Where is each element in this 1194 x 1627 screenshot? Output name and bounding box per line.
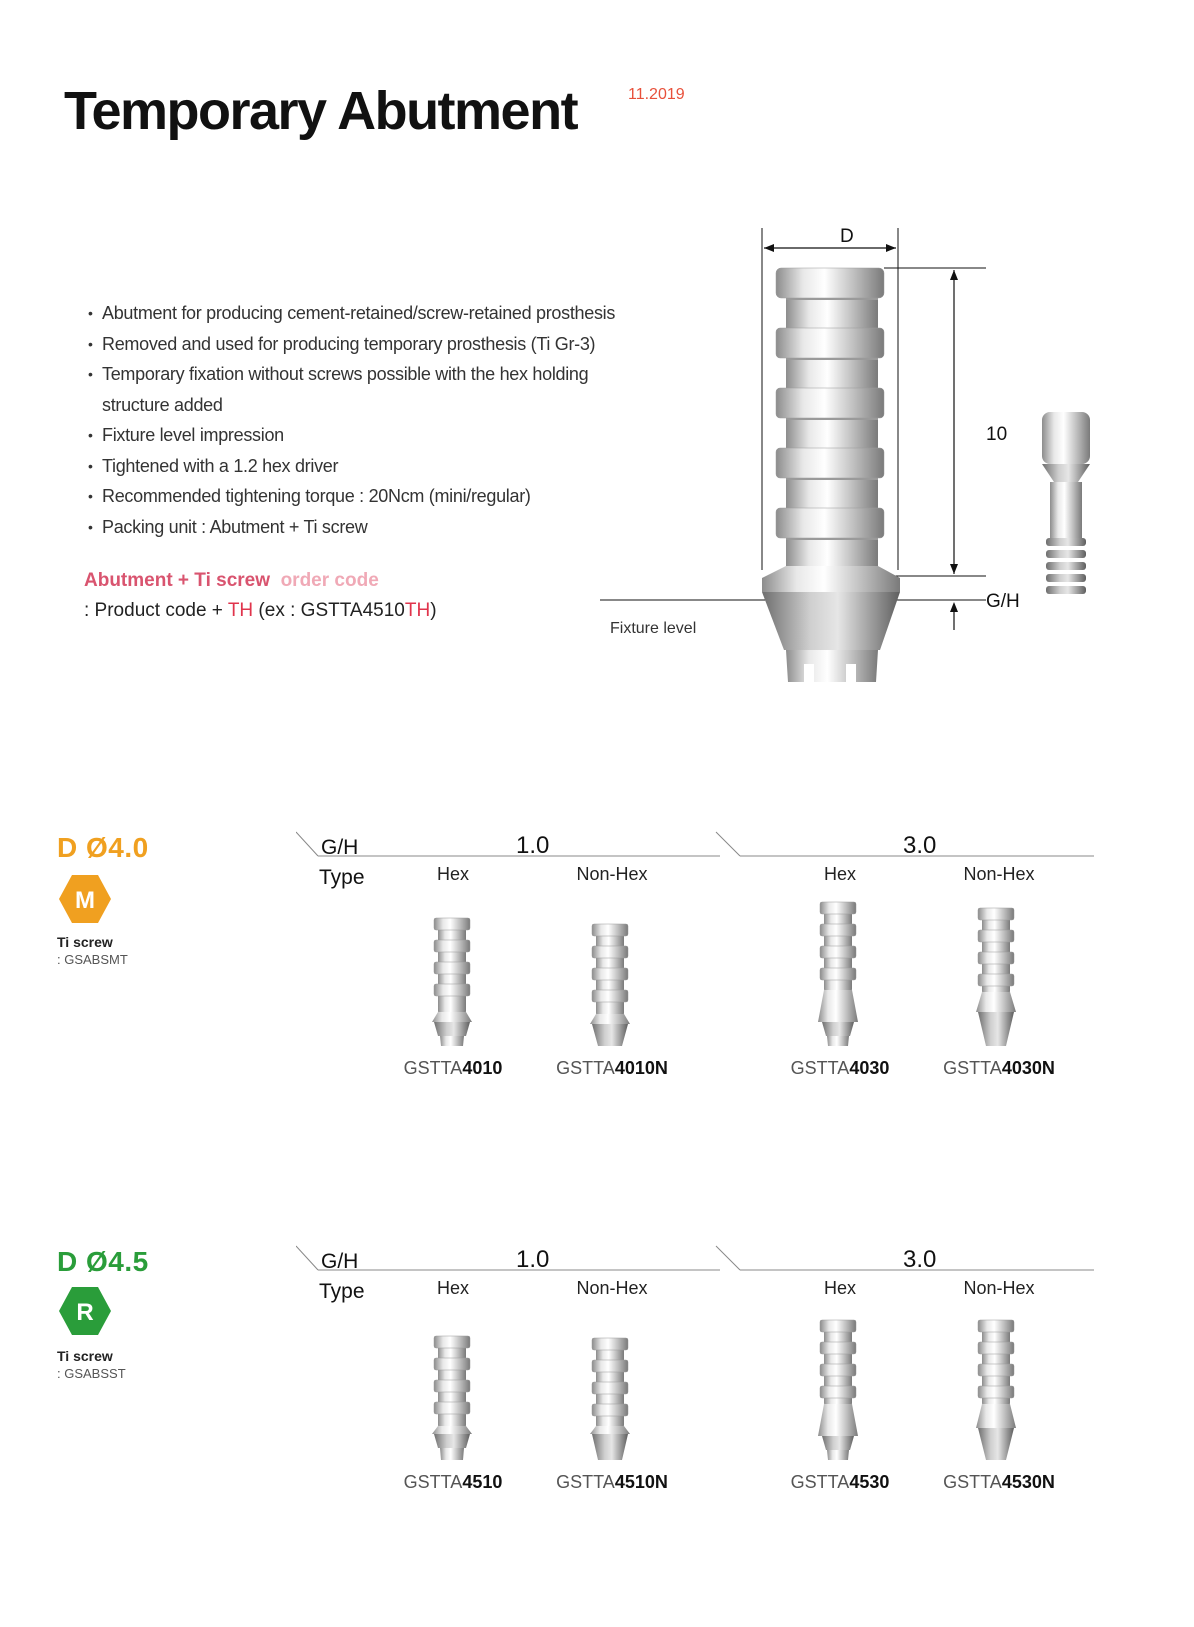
table-header-lines-d45 [296,1244,1096,1278]
order-code-bold: Abutment + Ti screw [84,570,271,591]
gh-value-3: 3.0 [903,1246,937,1273]
section-title-d40: D Ø4.0 [57,832,149,863]
publication-date: 11.2019 [628,86,685,103]
ti-screw-illustration [1042,412,1090,594]
product-code: GSTTA4530 [790,1472,890,1492]
product-code: GSTTA4030 [790,1058,890,1078]
order-code-light: order code [280,570,379,591]
order-example-end: ) [430,600,437,621]
abutment-diagram [600,220,1120,720]
type-non-hex: Non-Hex [963,864,1035,884]
gh-value-3: 3.0 [903,832,937,859]
product-code: GSTTA4510 [403,1472,503,1492]
abutment-gstta4530-image [812,1316,864,1464]
abutment-gstta4010n-image [584,920,636,1050]
feature-item: • Fixture level impression [88,420,688,451]
ti-screw-label: Ti screw [57,934,113,950]
dimension-d-label: D [840,226,854,247]
feature-item: • Recommended tightening torque : 20Ncm (mini/regular) [88,481,688,512]
hexagon-m-icon [58,872,112,926]
type-label: Type [319,866,365,889]
type-non-hex: Non-Hex [576,864,648,884]
type-hex: Hex [436,1278,469,1298]
ti-screw-code: : GSABSST [57,1366,126,1381]
gh-value-1: 1.0 [516,1246,550,1273]
type-non-hex: Non-Hex [963,1278,1035,1298]
order-prefix: : Product code + [84,600,228,621]
feature-item: • Tightened with a 1.2 hex driver [88,451,688,482]
feature-item: • Removed and used for producing temporary prosthesis (Ti Gr-3) [88,329,688,360]
feature-list [88,298,688,542]
product-code: GSTTA4010N [556,1058,668,1078]
product-code: GSTTA4510N [556,1472,668,1492]
order-example-th: TH [404,600,431,621]
gh-value-1: 1.0 [516,832,550,859]
product-code: GSTTA4030N [943,1058,1055,1078]
feature-item-continued: structure added [102,394,223,415]
product-code: GSTTA4530N [943,1472,1055,1492]
dimension-gh-label: G/H [986,591,1020,612]
badge-letter: R [76,1299,94,1326]
ti-screw-code: : GSABSMT [57,952,128,967]
table-header-lines-d40 [296,830,1096,864]
ti-screw-label: Ti screw [57,1348,113,1364]
order-example: (ex : GSTTA4510 [253,600,405,621]
order-suffix-th: TH [227,600,254,621]
product-code: GSTTA4010 [403,1058,503,1078]
type-non-hex: Non-Hex [576,1278,648,1298]
abutment-gstta4510-image [426,1332,478,1464]
abutment-gstta4010-image [426,914,478,1050]
abutment-gstta4530n-image [970,1316,1022,1464]
type-hex: Hex [436,864,469,884]
abutment-gstta4030-image [812,898,864,1050]
gh-label: G/H [321,836,359,859]
abutment-gstta4030n-image [970,904,1022,1050]
page-title: Temporary Abutment [64,81,578,141]
feature-item: • Packing unit : Abutment + Ti screw [88,512,688,543]
section-title-d45: D Ø4.5 [57,1246,149,1277]
fixture-level-label: Fixture level [610,620,697,637]
feature-item: • Abutment for producing cement-retained/screw-retained prosthesis [88,298,688,329]
badge-letter: M [75,887,95,914]
type-label: Type [319,1280,365,1303]
gh-label: G/H [321,1250,359,1273]
dimension-height-label: 10 [986,424,1008,445]
hexagon-r-icon [58,1284,112,1338]
order-code-example [84,600,437,622]
type-hex: Hex [823,864,856,884]
order-code-heading [84,570,379,592]
type-hex: Hex [823,1278,856,1298]
feature-item: • Temporary fixation without screws possible with the hex holding [88,359,688,390]
abutment-gstta4510n-image [584,1334,636,1464]
